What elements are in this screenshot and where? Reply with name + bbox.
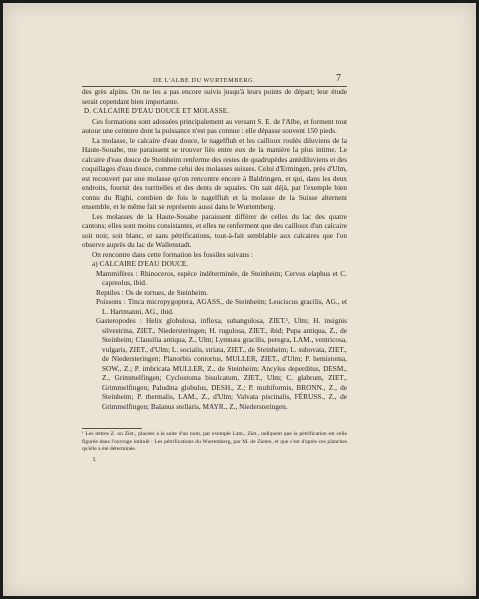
list-heading: a) CALCAIRE D'EAU DOUCE. (92, 259, 189, 268)
section-heading-text: D. CALCAIRE D'EAU DOUCE ET MOLASSE. (84, 107, 230, 115)
paragraph: La molasse, le calcaire d'eau douce, le nagelfluh et les cailloux roulés diluviens de la Haute-Souabe, me paraissent se trouver liés entre eux de la manière la plus intime. Le calcaire d'eau douce de Steinheim renferme des restes de quadrupèdes antédiluviens et des coquillages d'eau douce, comme celui des molasses suisses. Celui d'Ermingen, près d'Ulm, est recouvert par une molasse qu'on rencontre encore à Baldringen, et qui, dans les deux endroits, fournit des turritelles et des dents de squales. On sait déjà, par l'exemple bien connu du Righi, combien de fois le nagelfluh et la molasse de la Suisse alternent ensemble, et le même fait se représente aussi dans le Wurtemberg. (82, 135, 347, 211)
body-text (82, 87, 347, 411)
paragraph: Les molasses de la Haute-Souabe paraissent différer de celles du lac des quatre cantons; elles sont moins consistantes, et elles ne renferment que des cailloux d'un calcaire soit noir, soit blanc, et sans pétrifications, tout-à-fait semblable aux calcaires que l'on observe auprès du lac de Wallenstadt. (82, 211, 347, 249)
running-head: DE L'ALBE DU WURTEMBERG. (153, 77, 256, 84)
signature-mark: I. (93, 457, 97, 463)
fossil-entry-gastropods: Gasteropodes : Helix globulosa, inflexa, subangulosa, ZIET.¹, Ulm; H. insignis silvestrina, ZIET., Niedersteringen; H. rugulosa, ZIET., ibid; Pupa antiqua, Z., de Steinheim; Clausilia antiqua, Z., Ulm; Lymnæa gracilis, peregra, LAM., ventricosa, vulgaris, ZIET., d'Ulm; L. socialis, striata, ZIET., de Steinheim; L. subovata, ZIET., de Niedersteringen; Planorbis contortus, MULLER, ZIET., d'Ulm; P. hemistoma, SOW., Z.; P. imbricata MULLER, Z., de Steinheim; Ancylus deperditus, DESM., Z., Grimmelfingen; Cyclostoma bisulcatum, ZIET., Ulm; C. glabrum, ZIET., Grimmelfingen; Paludina globulus, DESH., Z.; P. multiformis, BRONN., Z., de Steinheim; P. thermalis, LAM., Z., d'Ulm; Valvata piscinalis, FÉRUSS., Z., de Grimmelfingen; Balanus stellaris, MAYR., Z., Niedersteringen. (96, 316, 347, 411)
fossil-entry-reptiles: Reptiles : Os de tortues, de Steinheim. (96, 287, 208, 297)
footnote: ¹ Les lettres Z. ou Ziet., placées à la suite d'un nom, par exemple Lam., Ziet., indiquent que la pétrification est celle figurée dans l'ouvrage intitulé : Les pétrifications du Wurtemberg, par M. de Zieten, et que c'est d'après ces planches qu'elle a été déterminée. (82, 431, 347, 452)
page-number: 7 (336, 73, 341, 84)
paragraph-continued: des grès alpins. On ne les a pas encore suivis jusqu'à leurs points de départ; leur étude serait cependant bien importante. (82, 87, 347, 106)
section-heading (82, 106, 347, 117)
footnote-rule (82, 428, 142, 429)
fossil-entry-fish: Poissons : Tinca micropygoptera, AGASS., de Steinheim; Leuciscus gracilis, AG., et L. Hartmanni, AG., ibid. (96, 297, 347, 316)
fossil-entry-mammals: Mammifères : Rhinoceros, espèce indéterminée, de Steinheim; Cervus elaphus et C. capreolus, ibid. (96, 268, 347, 287)
document-page (3, 3, 476, 596)
paragraph: Ces formations sont adossées principalement au versant S. E. de l'Albe, et forment tout autour une ceinture dont la puissance n'est pas connue : elle dépasse souvent 150 pieds. (82, 116, 347, 135)
paragraph: On rencontre dans cette formation les fossiles suivans : (92, 249, 253, 259)
